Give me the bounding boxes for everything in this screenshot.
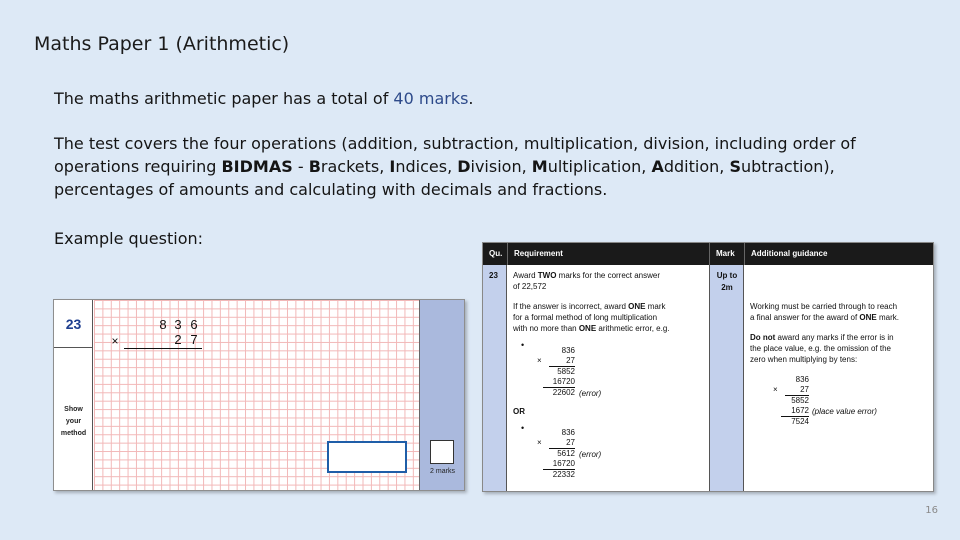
bottom-digit: 7: [190, 332, 198, 347]
req-emph: ONE: [628, 302, 646, 311]
marks-column: [419, 300, 464, 490]
multiply-sign: ×: [111, 334, 119, 348]
calc-line: 16720: [543, 459, 575, 470]
addition-rest: ddition,: [663, 157, 730, 176]
calc-value: 27: [566, 438, 575, 447]
guidance-emph: ONE: [859, 313, 877, 322]
bottom-digit: 2: [174, 332, 182, 347]
slide-number: 16: [925, 505, 938, 516]
mark-value: 2m: [721, 283, 733, 292]
answer-box[interactable]: [327, 441, 407, 473]
calc-line: 836: [561, 346, 575, 355]
calc-line: 5852: [791, 396, 809, 405]
calc-value: 27: [800, 385, 809, 394]
guidance-text: a final answer for the award of: [750, 313, 860, 322]
guidance-line: zero when multiplying by tens:: [750, 355, 858, 364]
requirement-line: of 22,572: [513, 282, 547, 291]
guidance-line: Working must be carried through to reach: [750, 302, 898, 311]
calc-line: 836: [795, 375, 809, 384]
calc-times: ×: [537, 356, 542, 365]
subtraction-rest: ubtraction), percentages of amounts and calculating with decimals and fractions.: [54, 157, 835, 199]
i-letter: I: [389, 157, 396, 176]
calc-line: 16720: [543, 377, 575, 388]
total-marks: 40 marks: [393, 89, 469, 108]
mark-box: [430, 440, 454, 464]
coverage-text: The test covers the four operations (addition, subtraction, multiplication, division, including order of operations requiring: [54, 134, 856, 176]
calc-1: [535, 346, 575, 398]
show-method-label: [54, 404, 93, 440]
guidance-text: award any marks if the error is in: [775, 333, 894, 342]
requirement-line: [513, 302, 666, 312]
division-rest: ivision,: [470, 157, 532, 176]
bidmas-term: BIDMAS: [221, 157, 293, 176]
multiplication-line: [124, 348, 202, 349]
calc-times: ×: [773, 385, 778, 394]
mark-up-to: Up to: [716, 271, 738, 280]
qu-column: [483, 265, 507, 491]
bullet: •: [521, 340, 525, 350]
req-text: If the answer is incorrect, award: [513, 302, 629, 311]
indices-rest: ndices,: [395, 157, 458, 176]
method-word: method: [60, 430, 87, 437]
example-question-image: [53, 299, 465, 491]
marks-label: 2 marks: [430, 468, 455, 475]
guidance-text: mark.: [876, 313, 899, 322]
req-text: Award: [513, 271, 538, 280]
calc-3: [773, 375, 809, 427]
calc-line: 22602: [552, 388, 575, 397]
show-word: Show: [64, 406, 83, 413]
or-label: OR: [513, 407, 525, 416]
top-digit: 8: [159, 317, 167, 332]
your-word: your: [65, 418, 82, 425]
calc-line: [537, 356, 575, 367]
calc-line: 5612: [557, 449, 575, 458]
example-label: Example question:: [54, 229, 204, 248]
req-emph: TWO: [537, 271, 557, 280]
multiplication-rest: ultiplication,: [547, 157, 652, 176]
brackets-rest: rackets,: [320, 157, 390, 176]
calc-note: (error): [579, 389, 602, 398]
d-letter: D: [457, 157, 471, 176]
question-left-column: [54, 300, 93, 490]
calc-note: (place value error): [812, 407, 877, 416]
mark-scheme-header: [483, 243, 933, 265]
guidance-line: the place value, e.g. the omission of the: [750, 344, 891, 353]
calc-line: 5852: [557, 367, 575, 376]
ms-question-number: 23: [489, 271, 498, 280]
working-grid: [94, 300, 420, 490]
req-text: arithmetic error, e.g.: [596, 324, 670, 333]
guidance-line: [750, 333, 894, 343]
req-text: mark: [645, 302, 666, 311]
requirement-line: [513, 324, 670, 334]
header-qu: Qu.: [489, 249, 503, 258]
intro-text: The maths arithmetic paper has a total of: [54, 89, 394, 108]
m-letter: M: [531, 157, 548, 176]
requirement-line: [513, 271, 660, 281]
calc-times: ×: [537, 438, 542, 447]
req-text: marks for the correct answer: [556, 271, 661, 280]
intro-period: .: [468, 89, 474, 108]
header-requirement: Requirement: [514, 249, 563, 258]
slide-title: Maths Paper 1 (Arithmetic): [34, 33, 290, 55]
guidance-emph: Do not: [750, 333, 776, 342]
a-letter: A: [651, 157, 664, 176]
question-number: 23: [54, 300, 93, 348]
calc-line: [773, 385, 809, 396]
req-text: with no more than: [513, 324, 579, 333]
top-digit: 3: [174, 317, 182, 332]
s-letter: S: [729, 157, 741, 176]
header-guidance: Additional guidance: [751, 249, 828, 258]
header-mark: Mark: [716, 249, 735, 258]
calc-2: [535, 428, 575, 480]
calc-line: 22332: [552, 470, 575, 479]
calc-line: 836: [561, 428, 575, 437]
b-letter: B: [308, 157, 321, 176]
top-digit: 6: [190, 317, 198, 332]
bullet: •: [521, 423, 525, 433]
guidance-line: [750, 313, 899, 323]
mark-column: [709, 265, 744, 491]
intro-paragraph: [54, 87, 474, 110]
calc-note: (error): [579, 450, 602, 459]
calc-line: [537, 438, 575, 449]
mark-scheme-table: [482, 242, 934, 492]
dash: -: [292, 157, 309, 176]
req-emph: ONE: [578, 324, 597, 333]
coverage-paragraph: [54, 132, 934, 201]
calc-line: 7524: [791, 417, 809, 426]
calc-line: 1672: [781, 406, 809, 417]
calc-value: 27: [566, 356, 575, 365]
requirement-line: for a formal method of long multiplication: [513, 313, 658, 322]
